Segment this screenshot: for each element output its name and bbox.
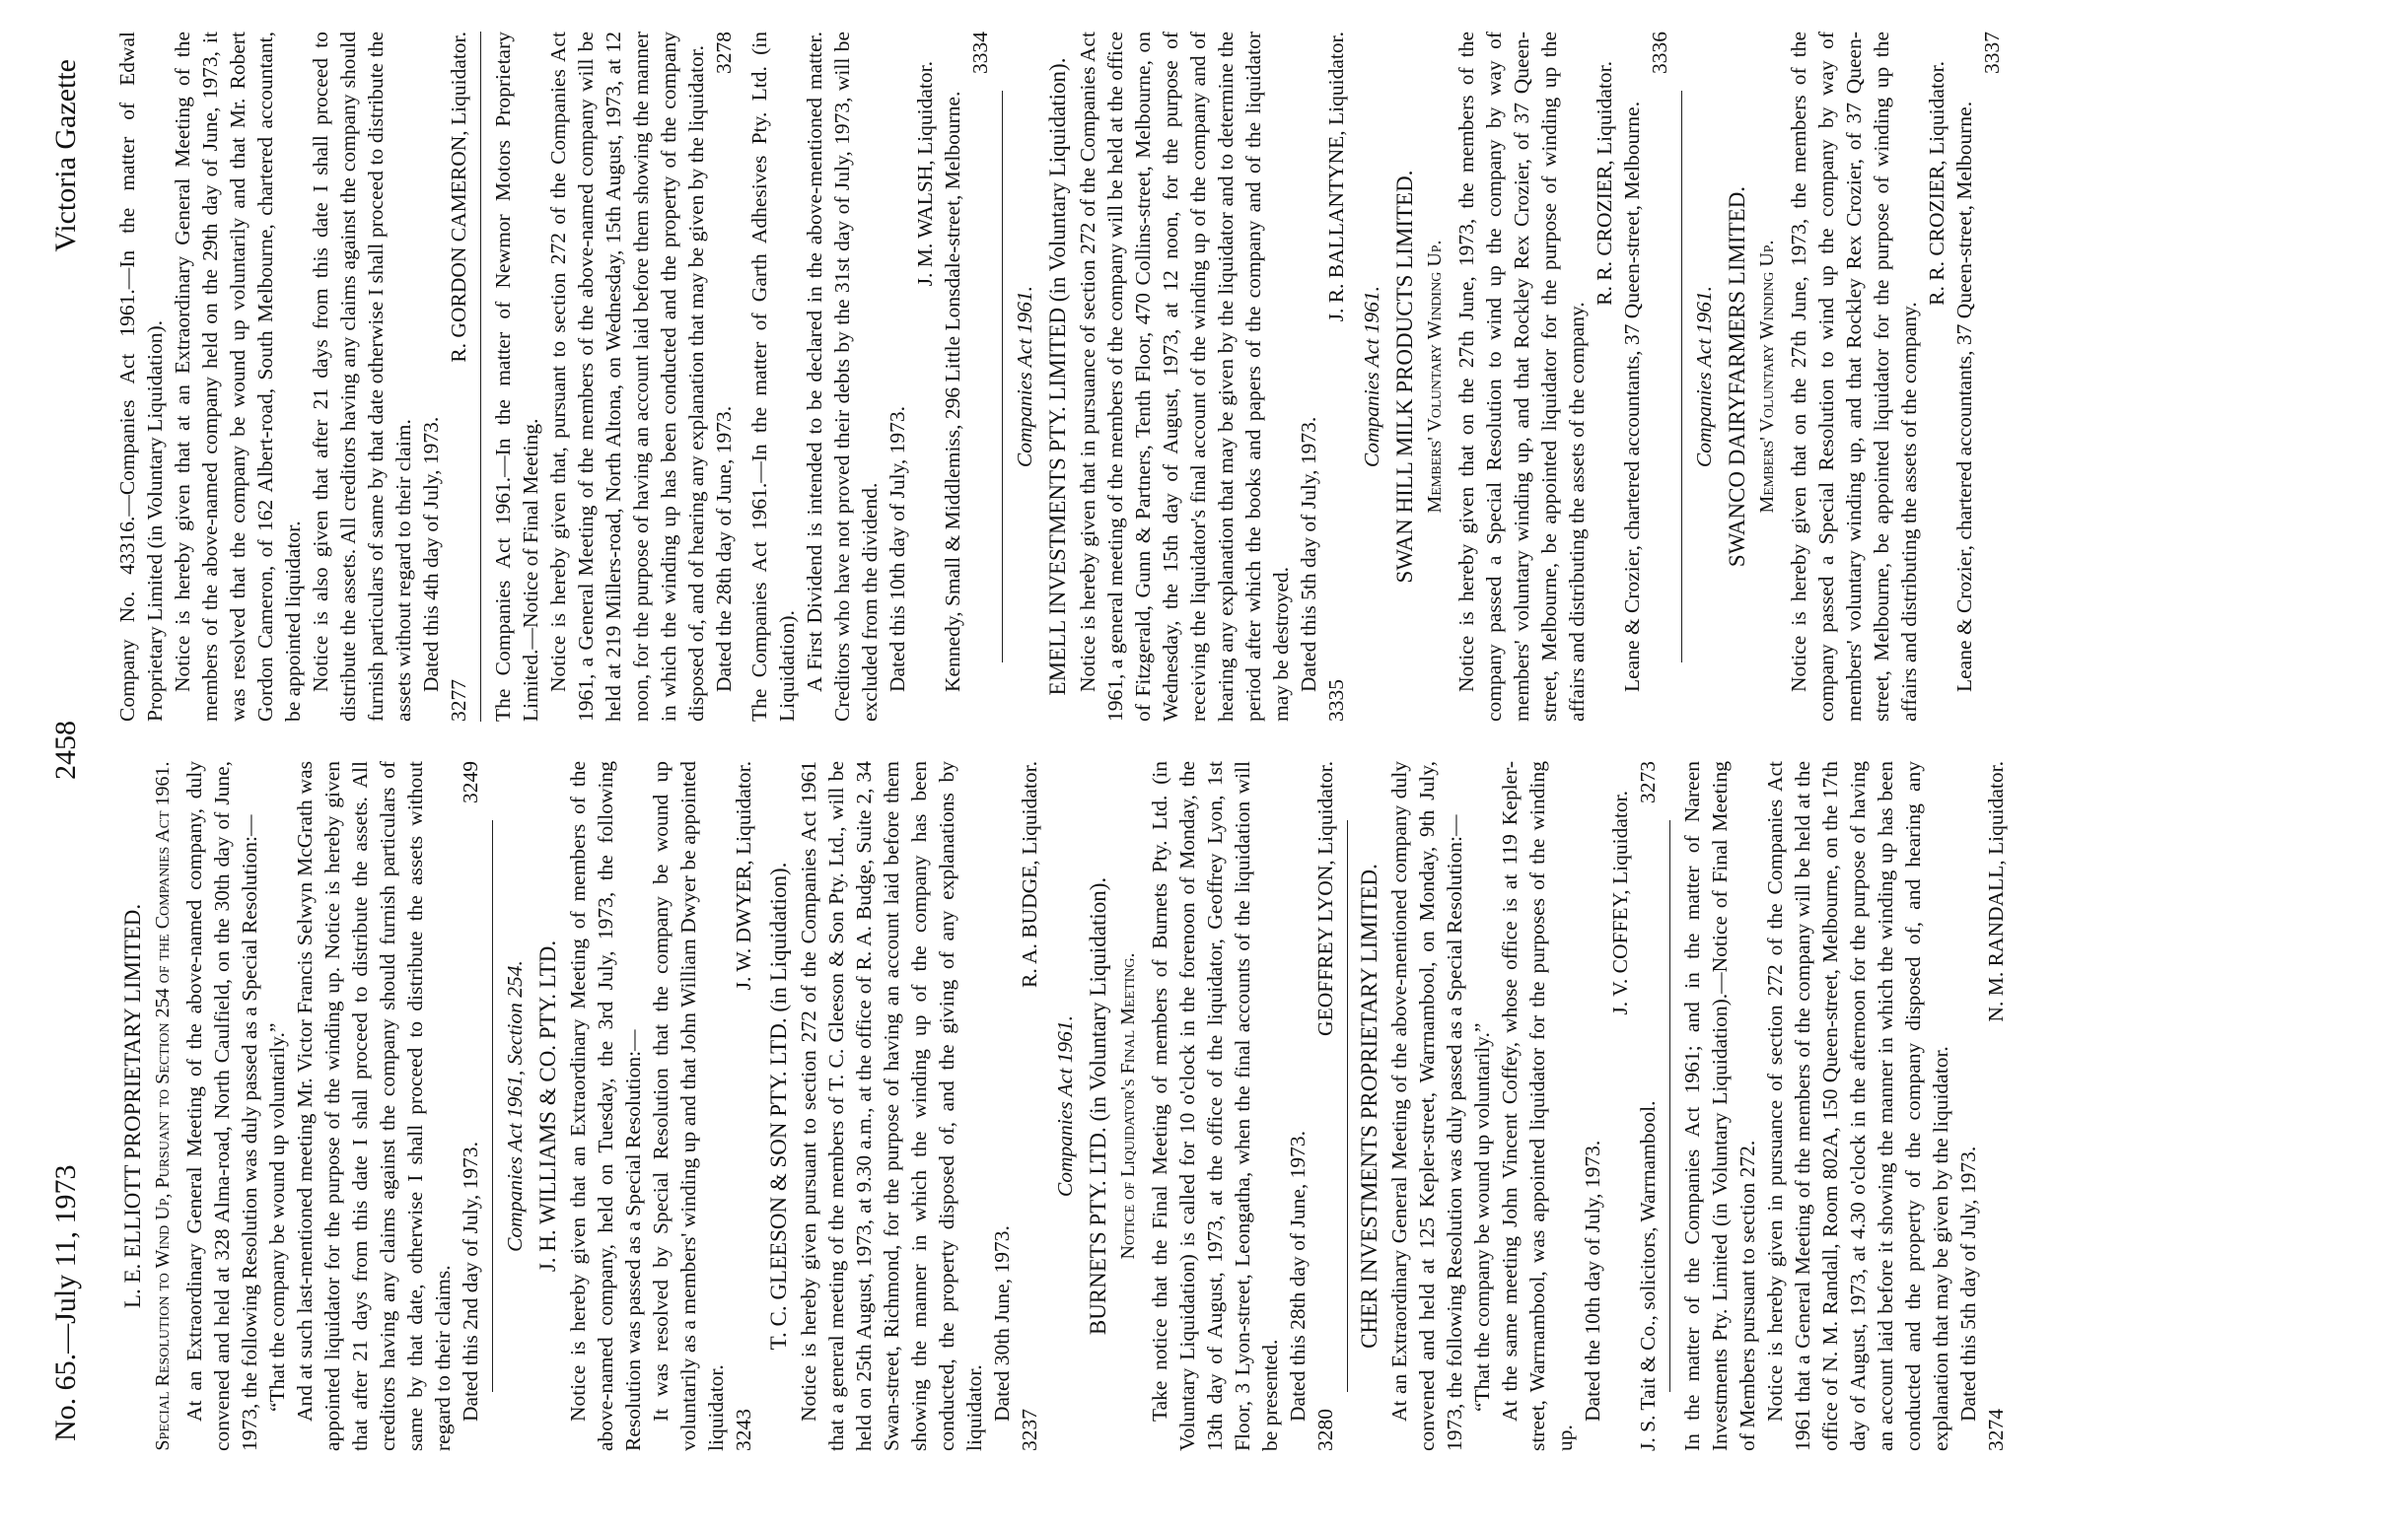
notice-paragraph: At the same meeting John Vincent Coffey, whose office is at 119 Kepler-street, Warrnambool, was appointed liquidator for the purposes of the winding up.: [1498, 761, 1577, 1451]
notice-address: Leane & Crozier, chartered accountants, 37 Queen-street, Melbourne.: [1620, 101, 1644, 692]
notice-signature: J. V. COFFEY, Liquidator.: [1608, 791, 1632, 1015]
notice-williams: [501, 761, 757, 1451]
notice-solicitors: J. S. Tait & Co., solicitors, Warrnambool.: [1636, 1100, 1660, 1451]
notice-dated: Dated this 28th day of June, 1973.: [1286, 1131, 1310, 1422]
notice-reference: 3280: [1313, 1409, 1337, 1451]
notice-reference: 3274: [1984, 1409, 2008, 1451]
notice-title: L. E. ELLIOTT PROPRIETARY LIMITED.: [120, 903, 145, 1309]
notice-paragraph: Notice is hereby given pursuant to section 272 of the Companies Act 1961 that a general meeting of the members of T. C. Gleeson & Son Pty. Ltd., will be held on 25th August, 1973, at 9.30 a.m., at the office of R. A. Budge, Suite 2, 34 Swan-street, Richmond, for the purpose of having an account laid before them showing the manner in which the winding up of the company has been conducted, the property disposed of, and the giving of any explanations by liquidator.: [797, 761, 986, 1451]
notice-dated: Dated this 5th day of July, 1973.: [1956, 1146, 1980, 1422]
notice-subtitle: Notice of Liquidator's Final Meeting.: [1117, 952, 1139, 1260]
notice-emell: [1011, 32, 1350, 722]
page-header: [49, 59, 99, 1441]
notice-signature: N. M. RANDALL, Liquidator.: [1984, 761, 2008, 1022]
notice-signature: R. R. CROZIER, Liquidator.: [1593, 61, 1616, 306]
notice-dated: Dated the 28th day of June, 1973.: [712, 405, 736, 692]
notice-edwal: [113, 32, 472, 722]
notice-reference: 3278: [712, 32, 736, 74]
divider: [1669, 820, 1670, 1392]
notice-paragraph: A First Dividend is intended to be declared in the above-mentioned matter. Creditors who have not proved their debts by the 31st day of July, 1973, will be excluded from the dividend.: [803, 32, 882, 722]
right-column: [113, 32, 2014, 722]
notice-quote: “That the company be wound up voluntarily.”: [1470, 1022, 1494, 1412]
notice-title: T. C. GLEESON & SON PTY. LTD. (in Liquidation).: [766, 862, 791, 1351]
notice-paragraph: Notice is hereby given in pursuance of section 272 of the Companies Act 1961 that a General Meeting of the members of the company will be held at the office of N. M. Randall, Room 802A, 150 Queen-street, Melbourne, on the 17th day of August, 1973, at 4.30 o'clock in the afternoon for the purpose of having an account laid before it showing the manner in which the winding up has been conducted and the property of the company disposed of, and hearing any explanation that may be given by the liquidator.: [1763, 761, 1952, 1451]
notice-title: SWAN HILL MILK PRODUCTS LIMITED.: [1392, 170, 1417, 584]
notice-signature: R. R. CROZIER, Liquidator.: [1925, 61, 1948, 306]
notice-reference: 3337: [1980, 32, 2004, 74]
divider: [492, 820, 493, 1392]
notice-reference: 3334: [968, 32, 992, 74]
notice-paragraph: Notice is also given that after 21 days from this date I shall proceed to distribute the assets. All creditors having any claims against the company should furnish particulars of same by that date otherwise I shall proceed to distribute the assets without regard to their claim.: [309, 32, 415, 722]
notice-signature: J. W. DWYER, Liquidator.: [732, 761, 755, 991]
notice-paragraph: Take notice that the Final Meeting of members of Burnets Pty. Ltd. (in Voluntary Liquidation) is called for 10 o'clock in the forenoon of Monday, the 13th day of August, 1973, at the office of the liquidator, Geoffrey Lyon, 1st Floor, 3 Lyon-street, Leongatha, when the final accounts of the liquidation will be presented.: [1148, 761, 1282, 1451]
notice-paragraph: Notice is hereby given that an Extraordinary Meeting of members of the above-named company, held on Tuesday, the 3rd July, 1973, the following Resolution was passed as a Special Resolution:—: [566, 761, 645, 1451]
issue-number-date: No. 65.—July 11, 1973: [49, 1164, 82, 1441]
notice-heading-paragraph: The Companies Act 1961.—In the matter of Garth Adhesives Pty. Ltd. (in Liquidation).: [747, 32, 799, 722]
notice-paragraph: Notice is hereby given that at an Extraordinary General Meeting of the members of the above-named company held on the 29th day of June, 1973, it was resolved that the company be wound up voluntarily and that Mr. Robert Gordon Cameron, of 162 Albert-road, South Melbourne, chartered accountant, be appointed liquidator.: [171, 32, 305, 722]
notice-paragraph: Notice is hereby given that on the 27th June, 1973, the members of the company passed a Special Resolution to wind up the company by way of members' voluntary winding up, and that Rockley Rex Crozier, of 37 Queen-street, Melbourne, be appointed liquidator for the purpose of winding up the affairs and distributing the assets of the company.: [1787, 32, 1921, 722]
notice-subtitle: Members' Voluntary Winding Up.: [1756, 240, 1778, 514]
notice-reference: 3243: [732, 1409, 755, 1451]
notice-signature: J. R. BALLANTYNE, Liquidator.: [1324, 32, 1348, 322]
left-column: [113, 761, 2018, 1451]
notice-address: Leane & Crozier, chartered accountants, 37 Queen-street, Melbourne.: [1952, 101, 1976, 692]
notice-signature: R. GORDON CAMERON, Liquidator.: [447, 32, 470, 363]
publication-title: Victoria Gazette: [49, 59, 82, 252]
notice-title: SWANCO DAIRYFARMERS LIMITED.: [1725, 185, 1749, 568]
notice-act: Companies Act 1961.: [1053, 1014, 1077, 1198]
notice-elliott: [119, 761, 484, 1451]
notice-burnets: [1051, 761, 1339, 1451]
notice-heading-paragraph: In the matter of the Companies Act 1961; and in the matter of Nareen Investments Pty. Limited (in Voluntary Liquidation).—Notice of Final Meeting of Members pursuant to section 272.: [1680, 761, 1759, 1451]
notice-subtitle: Members' Voluntary Winding Up.: [1424, 240, 1446, 514]
notice-reference: 3249: [459, 761, 482, 803]
notice-reference: 3277: [447, 679, 470, 722]
notice-title: CHER INVESTMENTS PROPRIETARY LIMITED.: [1357, 864, 1381, 1349]
notice-title: BURNETS PTY. LTD. (in Voluntary Liquidation).: [1086, 876, 1110, 1336]
notice-paragraph: Notice is hereby given that in pursuance of section 272 of the Companies Act 1961, a general meeting of the members of the company will be held at the office of Fitzgerald, Gunn & Partners, Tenth Floor, 470 Collins-street, Melbourne, on Wednesday, the 15th day of August, 1973, at 12 noon, for the purpose of receiving the liquidator's final account of the winding up of the company and of hearing any explanation that may be given by the liquidator and to determine the period after which the books and papers of the company and of the liquidator may be destroyed.: [1076, 32, 1293, 722]
notice-newmor: [489, 32, 738, 722]
notice-heading-paragraph: The Companies Act 1961.—In the matter of Newmor Motors Proprietary Limited.—Notice of Final Meeting.: [491, 32, 542, 722]
divider: [480, 32, 481, 722]
notice-swanco: [1690, 32, 2006, 722]
notice-garth: [745, 32, 994, 722]
notice-signature: GEOFFREY LYON, Liquidator.: [1313, 761, 1337, 1036]
notice-dated: Dated the 10th day of July, 1973.: [1581, 1140, 1604, 1422]
notice-paragraph: Notice is hereby given that, pursuant to section 272 of the Companies Act 1961, a General Meeting of the members of the above-named company will be held at 219 Millers-road, North Altona, on Wednesday, 15th August, 1973, at 12 noon, for the purpose of having an account laid before them showing the manner in which the winding up has been conducted and the property of the company disposed of, and of hearing any explanation that may be given by the liquidator.: [546, 32, 708, 722]
notice-act: Companies Act 1961.: [1692, 285, 1716, 468]
notice-gleeson: [765, 761, 1043, 1451]
notice-address: Kennedy, Small & Middlemiss, 296 Little Lonsdale-street, Melbourne.: [941, 91, 964, 692]
notice-swanhill: [1358, 32, 1673, 722]
notice-act: Companies Act 1961.: [1360, 285, 1383, 468]
notice-paragraph: It was resolved by Special Resolution that the company be wound up voluntarily as a members' winding up and that John William Dwyer be appointed liquidator.: [649, 761, 728, 1451]
notice-cher: [1356, 761, 1662, 1451]
notice-act: Companies Act 1961, Section 254.: [503, 960, 527, 1252]
notice-heading-paragraph: Company No. 43316.—Companies Act 1961.—In the matter of Edwal Proprietary Limited (in Voluntary Liquidation).: [115, 32, 167, 722]
divider: [1002, 91, 1003, 662]
notice-signature: J. M. WALSH, Liquidator.: [913, 61, 937, 287]
notice-dated: Dated this 4th day of July, 1973.: [419, 416, 443, 692]
notice-reference: 3273: [1636, 761, 1660, 803]
divider: [1681, 91, 1682, 662]
notice-title: J. H. WILLIAMS & CO. PTY. LTD.: [535, 939, 560, 1273]
notice-reference: 3336: [1648, 32, 1671, 74]
notice-paragraph: Notice is hereby given that on the 27th June, 1973, the members of the company passed a Special Resolution to wind up the company by way of members' voluntary winding up, and that Rockley Rex Crozier, of 37 Queen-street, Melbourne, be appointed liquidator for the purpose of winding up the affairs and distributing the assets of the company.: [1454, 32, 1589, 722]
notice-dated: Dated this 5th day of July, 1973.: [1297, 416, 1320, 692]
notice-nareen: [1678, 761, 2010, 1451]
notice-subtitle: Special Resolution to Wind Up, Pursuant to Section 254 of the Companies Act 1961.: [152, 761, 174, 1451]
notice-act: Companies Act 1961.: [1013, 285, 1036, 468]
notice-paragraph: At an Extraordinary General Meeting of the above-named company, duly convened and held at 328 Alma-road, North Caulfield, on the 30th day of June, 1973, the following Resolution was duly passed as a Special Resolution:—: [182, 761, 261, 1451]
notice-paragraph: At an Extraordinary General Meeting of the above-mentioned company duly convened and held at 125 Kepler-street, Warrnambool, on Monday, 9th July, 1973, the following Resolution was duly passed as a Special Resolution:—: [1387, 761, 1466, 1451]
notice-quote: “That the company be wound up voluntarily.”: [265, 1022, 289, 1412]
notice-title: EMELL INVESTMENTS PTY. LIMITED (in Voluntary Liquidation).: [1045, 57, 1070, 696]
page-number: 2458: [49, 721, 82, 780]
notice-reference: 3335: [1324, 679, 1348, 722]
notice-signature: R. A. BUDGE, Liquidator.: [1018, 761, 1041, 988]
notice-reference: 3237: [1018, 1409, 1041, 1451]
notice-dated: Dated this 10th day of July, 1973.: [885, 405, 909, 692]
divider: [1347, 820, 1348, 1392]
notice-paragraph: And at such last-mentioned meeting Mr. Victor Francis Selwyn McGrath was appointed liquidator for the purpose of the winding up. Notice is hereby given that after 21 days from this date I shall proceed to distribute the assets. All creditors having any claims against the company should furnish particulars of same by that date, otherwise I shall proceed to distribute the assets without regard to their claims.: [293, 761, 455, 1451]
notice-dated: Dated 30th June, 1973.: [990, 1225, 1014, 1422]
notice-dated: Dated this 2nd day of July, 1973.: [459, 1141, 482, 1422]
